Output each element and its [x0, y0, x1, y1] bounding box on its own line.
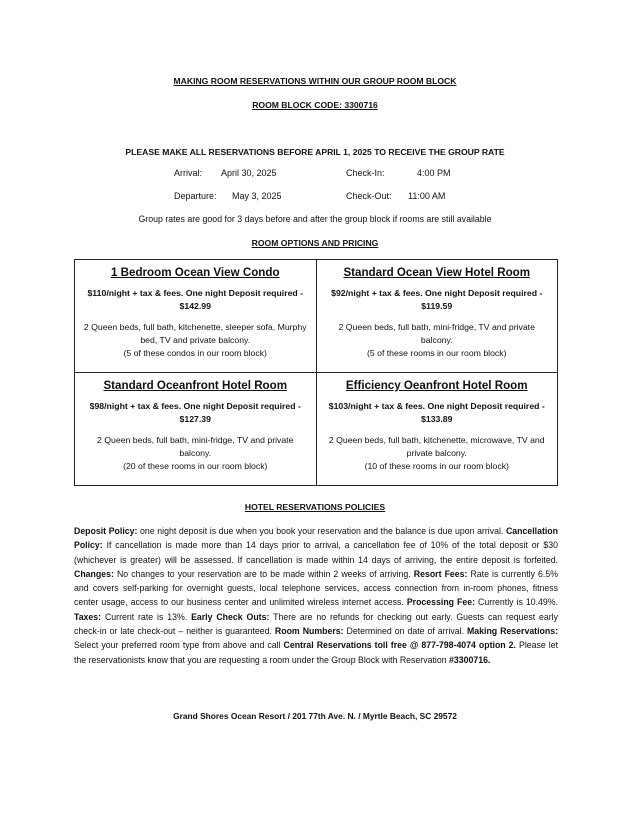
- room-title: Standard Oceanfront Hotel Room: [103, 379, 288, 392]
- room-cell: [316, 373, 558, 486]
- policy-text: If cancellation is made more than 14 days prior to arrival, a cancellation fee of 10% of the total deposit or $30 (whichever is greater) will be assessed. If cancellation is made within 14 days of arriving, the entire deposit is forfeited.: [74, 540, 558, 565]
- policy-text: Determined on date of arrival.: [343, 626, 467, 637]
- room-price: $103/night + tax & fees. One night Deposit required - $133.89: [328, 401, 545, 424]
- room-title: 1 Bedroom Ocean View Condo: [110, 266, 280, 279]
- room-cell: [316, 260, 558, 373]
- policies-heading: HOTEL RESERVATIONS POLICIES: [244, 502, 386, 512]
- room-cell: [75, 373, 317, 486]
- room-block-code: ROOM BLOCK CODE: 3300716: [252, 100, 378, 110]
- policy-label: Deposit Policy:: [74, 526, 138, 536]
- room-count: (10 of these rooms in our room block): [364, 461, 509, 471]
- policy-label: Processing Fee:: [406, 597, 476, 608]
- arrival-label: Arrival:: [174, 168, 203, 178]
- policy-label: Making Reservations:: [467, 626, 558, 637]
- policies-paragraph: [74, 524, 558, 667]
- policy-text: one night deposit is due when you book your reservation and the balance is due upon arrival.: [137, 526, 506, 536]
- policy-text: Select your preferred room type from above and call: [74, 640, 284, 651]
- room-description: 2 Queen beds, full bath, mini-fridge, TV and private balcony.: [97, 435, 294, 458]
- room-options-table: [74, 259, 558, 486]
- policy-label: Resort Fees:: [413, 568, 468, 579]
- reservation-code: #3300716.: [449, 654, 491, 665]
- group-rate-note: Group rates are good for 3 days before and after the group block if rooms are still available: [138, 214, 492, 224]
- room-price: $92/night + tax & fees. One night Deposit required - $119.59: [331, 288, 543, 311]
- policy-text: There are no refunds for checking out early. Guests can request early check-in or late check-out – neither is guaranteed.: [74, 611, 558, 637]
- policy-label: Early Check Outs:: [191, 611, 270, 622]
- departure-label: Departure:: [174, 191, 217, 201]
- departure-value: May 3, 2025: [232, 191, 282, 201]
- room-price: $110/night + tax & fees. One night Deposit required - $142.99: [87, 288, 304, 311]
- room-description: 2 Queen beds, full bath, mini-fridge, TV and private balcony.: [338, 322, 535, 345]
- resort-address-footer: Grand Shores Ocean Resort / 201 77th Ave. N. / Myrtle Beach, SC 29572: [173, 711, 457, 721]
- checkin-label: Check-In:: [346, 168, 385, 178]
- room-description: 2 Queen beds, full bath, kitchenette, microwave, TV and private balcony.: [328, 435, 545, 458]
- checkout-label: Check-Out:: [346, 191, 392, 201]
- room-cell: [75, 260, 317, 373]
- checkout-value: 11:00 AM: [408, 191, 446, 201]
- policy-text: Current rate is 13%.: [101, 611, 192, 622]
- room-count: (5 of these condos in our room block): [123, 348, 267, 358]
- reservations-instructions: Please let the reservationists know that you are requesting a room under the Group Block with Reservation: [74, 640, 558, 665]
- policy-text: Currently is 10.49%.: [475, 597, 558, 608]
- policy-label: Taxes:: [74, 611, 102, 622]
- arrival-value: April 30, 2025: [221, 168, 277, 178]
- room-description: 2 Queen beds, full bath, kitchenette, sleeper sofa, Murphy bed, TV and private balcony.: [83, 322, 307, 345]
- room-options-heading: ROOM OPTIONS AND PRICING: [251, 238, 379, 248]
- policy-text: No changes to your reservation are to be made within 2 weeks of arriving.: [113, 568, 414, 579]
- room-title: Standard Ocean View Hotel Room: [343, 266, 531, 279]
- policy-label: Room Numbers:: [274, 626, 344, 637]
- checkin-value: 4:00 PM: [417, 168, 451, 178]
- room-count: (5 of these rooms in our room block): [366, 348, 507, 358]
- room-price: $98/night + tax & fees. One night Deposit required - $127.39: [89, 401, 301, 424]
- page-title: MAKING ROOM RESERVATIONS WITHIN OUR GROUP ROOM BLOCK: [173, 76, 457, 86]
- room-count: (20 of these rooms in our room block): [123, 461, 268, 471]
- reservation-deadline: PLEASE MAKE ALL RESERVATIONS BEFORE APRIL 1, 2025 TO RECEIVE THE GROUP RATE: [125, 147, 505, 157]
- room-title: Efficiency Oeanfront Hotel Room: [345, 379, 528, 392]
- policy-label: Cancellation Policy:: [74, 526, 558, 551]
- reservations-phone: Central Reservations toll free @ 877-798-4074 option 2.: [283, 640, 516, 651]
- policy-label: Changes:: [74, 568, 114, 579]
- policy-text: Rate is currently 6.5% and covers self-parking for overnight guests, local telephone services, access connection from in-room phones, fitness center usage, access to our business center and unlimited wireless internet access.: [74, 568, 558, 608]
